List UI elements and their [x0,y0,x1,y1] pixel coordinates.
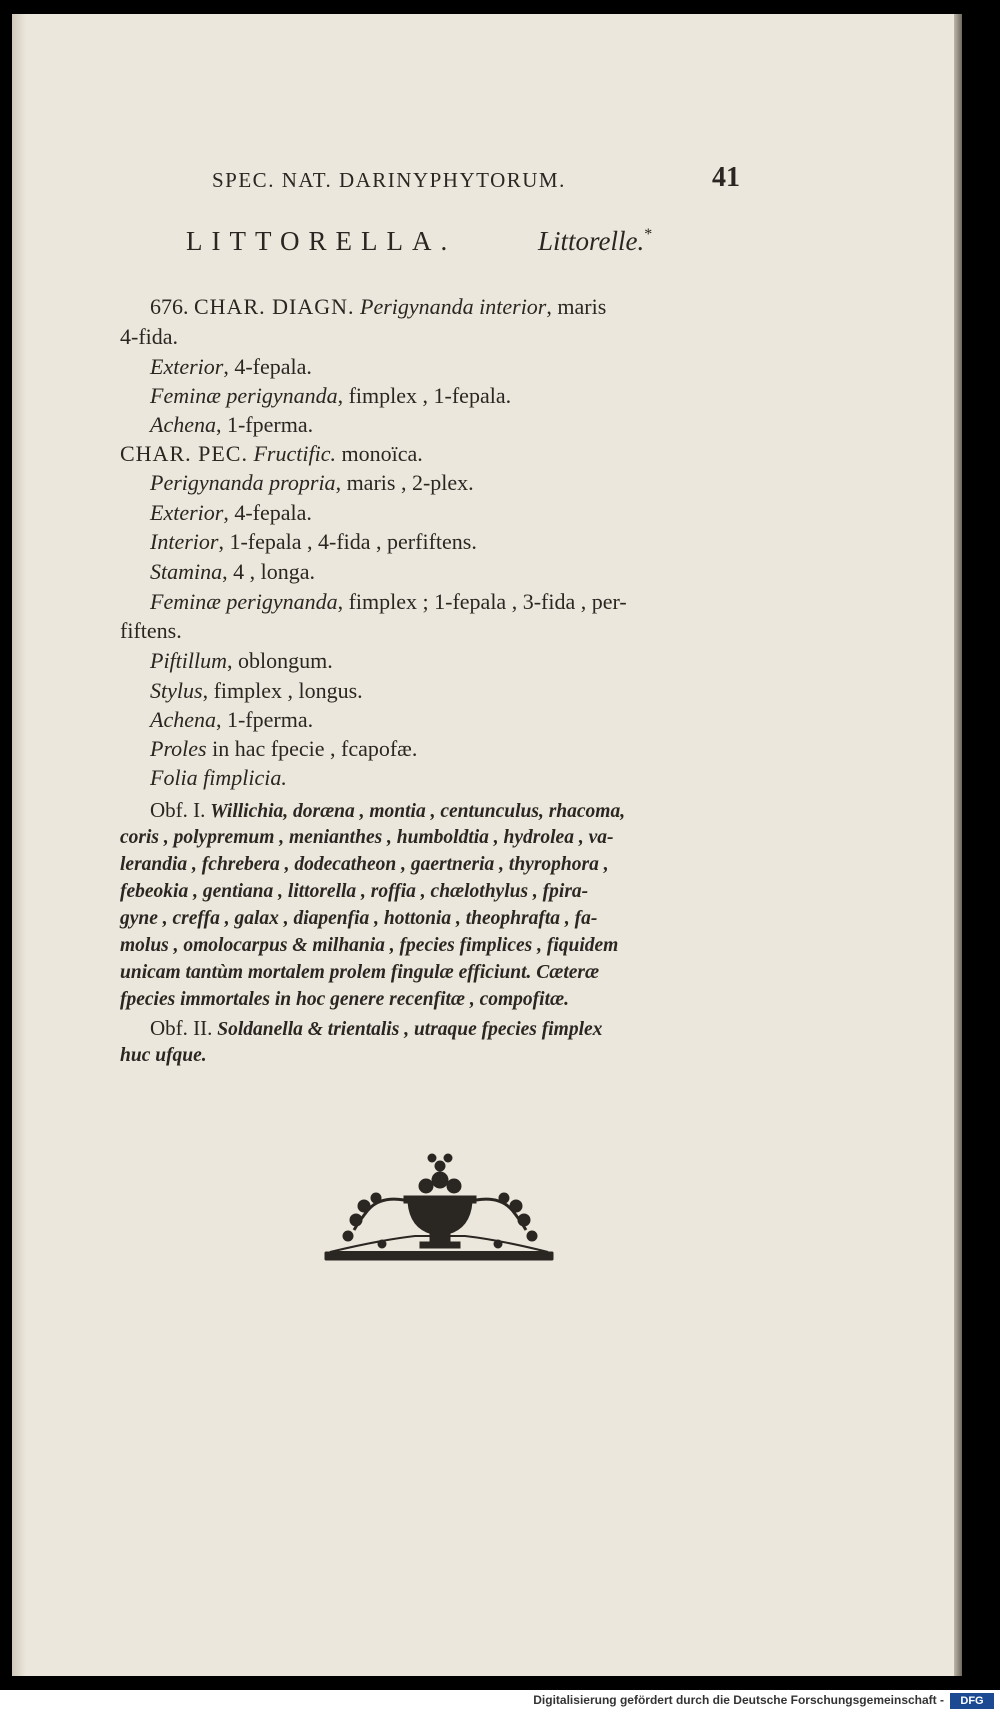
char-diagn-line-4: Feminæ perigynanda, fimplex , 1-fepala. [150,383,512,408]
char-pec-line-10: Achena, 1-fperma. [150,707,314,732]
obs1-line-5: gyne , creffa , galax , diapenfia , hottonia , theophrafta , fa- [120,908,598,929]
char-pec-line-7: fiftens. [120,618,182,643]
char-pec-line-11: Proles in hac fpecie , fcapofæ. [150,736,418,761]
obs1-line-6: molus , omolocarpus & milhania , fpecies fimplices , fiquidem [120,935,619,956]
footer-credit: Digitalisierung gefördert durch die Deutsche Forschungsgemeinschaft - [533,1693,944,1707]
char-pec-line-5: Stamina, 4 , longa. [150,559,316,584]
obs1-line-2: coris , polypremum , menianthes , humboldtia , hydrolea , va- [120,827,614,848]
page-number: 41 [712,162,740,193]
obs1-line-1: Obf. I. Willichia, doræna , montia , centunculus, rhacoma, [150,798,626,822]
char-diagn-line-5: Achena, 1-fperma. [150,412,314,437]
obs1-line-8: fpecies immortales in hoc genere recenfitæ , compofitæ. [120,989,569,1010]
page-gutter [12,14,26,1676]
page-edge [954,14,962,1676]
obs1-line-3: lerandia , fchrebera , dodecatheon , gaertneria , thyrophora , [120,854,609,875]
char-pec-line-1: CHAR. PEC. Fructific. monoïca. [120,441,423,466]
genus-vernacular: Littorelle.* [538,226,653,256]
digitization-footer [0,1690,1000,1713]
obs1-line-7: unicam tantùm mortalem prolem fingulæ efficiunt. Cæteræ [120,962,600,983]
running-title: SPEC. NAT. DARINYPHYTORUM. [212,168,566,192]
char-pec-line-12: Folia fimplicia. [150,765,287,790]
char-diagn-line-1: 676. CHAR. DIAGN. Perigynanda interior, maris [150,294,607,319]
char-pec-line-8: Piftillum, oblongum. [150,648,333,673]
obs2-line-2: huc ufque. [120,1045,207,1066]
obs1-line-4: febeokia , gentiana , littorella , roffia , chælothylus , fpira- [120,881,589,902]
obs2-line-1: Obf. II. Soldanella & trientalis , utraque fpecies fimplex [150,1016,603,1040]
genus-title: LITTORELLA. [186,226,457,256]
char-pec-line-3: Exterior, 4-fepala. [150,500,312,525]
char-pec-line-2: Perigynanda propria, maris , 2-plex. [150,470,474,495]
char-diagn-line-2: 4-fida. [120,324,179,349]
char-pec-line-4: Interior, 1-fepala , 4-fida , perfiftens. [150,529,477,554]
urn-ornament [320,1140,560,1270]
char-pec-line-6: Feminæ perigynanda, fimplex ; 1-fepala , 3-fida , per- [150,589,627,614]
char-pec-line-9: Stylus, fimplex , longus. [150,678,363,703]
footnote-mark: * [644,226,653,243]
dfg-logo: DFG [950,1693,994,1709]
char-diagn-line-3: Exterior, 4-fepala. [150,354,312,379]
